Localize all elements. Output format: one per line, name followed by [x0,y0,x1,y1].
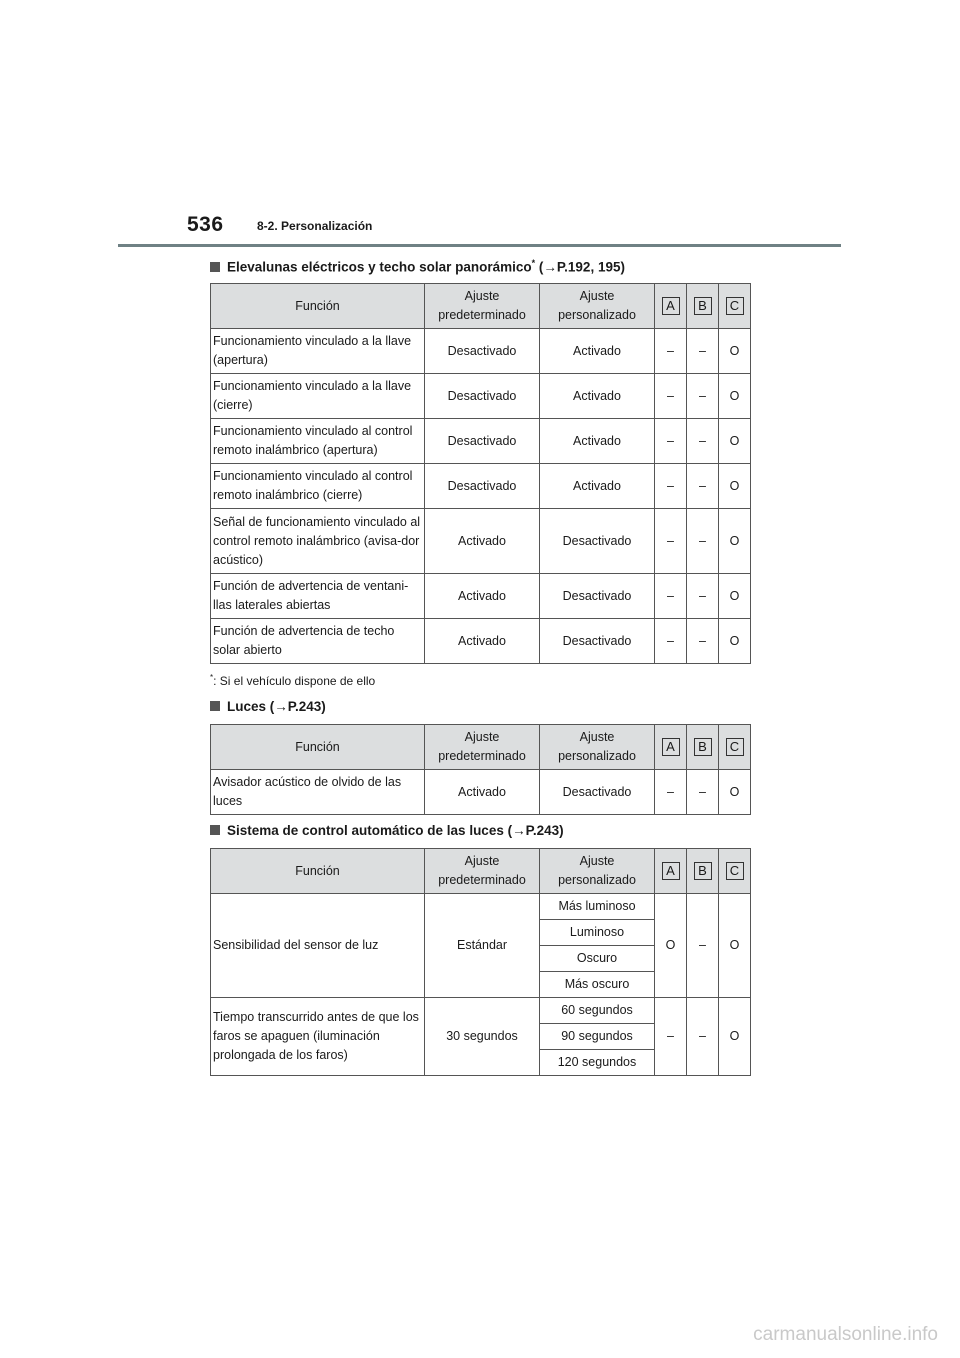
table-auto-lights [210,848,751,1076]
box-c: C [726,862,744,880]
cell-default: Activado [425,770,540,815]
box-a: A [662,297,680,315]
cell-b: – [687,329,719,374]
cell-c: O [719,464,751,509]
cell-a: – [655,419,687,464]
cell-b: – [687,374,719,419]
header-funcion: Función [211,849,425,894]
header-a [655,284,687,329]
table-row [211,894,751,998]
page-number: 536 [187,213,224,236]
header-b [687,284,719,329]
cell-funcion: Funcionamiento vinculado al control remoto inalámbrico (cierre) [211,464,425,509]
cell-custom: Activado [540,464,655,509]
header-a [655,849,687,894]
heading-auto-lights: Sistema de control automático de las luces (→P.243) [210,823,564,838]
table-power-windows [210,283,751,664]
cell-b: – [687,419,719,464]
cell-default: Activado [425,574,540,619]
cell-c: O [719,894,751,998]
header-a [655,725,687,770]
header-b [687,849,719,894]
table-lights [210,724,751,815]
header-custom: Ajuste personalizado [540,849,655,894]
box-c: C [726,297,744,315]
cell-default: Desactivado [425,464,540,509]
header-c [719,284,751,329]
cell-b: – [687,619,719,664]
cell-funcion: Función de advertencia de techo solar abierto [211,619,425,664]
cell-custom: Desactivado [540,619,655,664]
watermark: carmanualsonline.info [753,1324,938,1345]
cell-funcion: Funcionamiento vinculado al control remoto inalámbrico (apertura) [211,419,425,464]
cell-funcion: Tiempo transcurrido antes de que los faros se apaguen (iluminación prolongada de los faros) [211,998,425,1076]
cell-b: – [687,574,719,619]
option-item: Más oscuro [564,977,630,991]
box-a: A [662,738,680,756]
header-custom: Ajuste personalizado [540,725,655,770]
table-row [211,329,751,374]
table-header-row [211,284,751,329]
cell-a: – [655,770,687,815]
option-item: 60 segundos [540,998,654,1024]
cell-custom: Desactivado [540,509,655,574]
cell-funcion: Funcionamiento vinculado a la llave (apertura) [211,329,425,374]
table-row [211,464,751,509]
box-a: A [662,862,680,880]
header-funcion: Función [211,725,425,770]
cell-default: Estándar [425,894,540,998]
header-c [719,725,751,770]
cell-a: – [655,574,687,619]
header-default: Ajuste predeterminado [425,284,540,329]
box-b: B [694,738,712,756]
footnote: *: Si el vehículo dispone de ello [210,673,376,688]
header-c [719,849,751,894]
cell-custom: Activado [540,419,655,464]
cell-b: – [687,894,719,998]
section-title: 8-2. Personalización [257,219,373,233]
cell-a: – [655,509,687,574]
table-header-row [211,849,751,894]
cell-a: – [655,464,687,509]
cell-b: – [687,770,719,815]
cell-funcion: Avisador acústico de olvido de las luces [211,770,425,815]
bullet-square-icon [210,701,220,711]
cell-options [540,998,655,1076]
cell-funcion: Funcionamiento vinculado a la llave (cierre) [211,374,425,419]
heading-lights: Luces (→P.243) [210,699,326,714]
cell-default: Desactivado [425,419,540,464]
cell-funcion: Señal de funcionamiento vinculado al control remoto inalámbrico (avisa-dor acústico) [211,509,425,574]
cell-c: O [719,509,751,574]
cell-c: O [719,619,751,664]
header-default: Ajuste predeterminado [425,725,540,770]
cell-a: – [655,998,687,1076]
cell-custom: Desactivado [540,770,655,815]
cell-default: 30 segundos [425,998,540,1076]
cell-b: – [687,998,719,1076]
cell-default: Activado [425,509,540,574]
table-row [211,574,751,619]
option-item: 90 segundos [540,1024,654,1050]
cell-custom: Desactivado [540,574,655,619]
option-item: Más luminoso [540,894,654,920]
header-b [687,725,719,770]
header-default: Ajuste predeterminado [425,849,540,894]
cell-default: Desactivado [425,374,540,419]
cell-a: – [655,329,687,374]
box-c: C [726,738,744,756]
cell-a: O [655,894,687,998]
cell-options [540,894,655,998]
cell-default: Activado [425,619,540,664]
option-item: Luminoso [540,920,654,946]
table-row [211,998,751,1076]
option-item: 120 segundos [557,1055,637,1069]
box-b: B [694,297,712,315]
header-funcion: Función [211,284,425,329]
cell-custom: Activado [540,374,655,419]
cell-custom: Activado [540,329,655,374]
cell-b: – [687,464,719,509]
cell-funcion: Función de advertencia de ventani-llas laterales abiertas [211,574,425,619]
cell-c: O [719,374,751,419]
cell-funcion: Sensibilidad del sensor de luz [211,894,425,998]
table-row [211,419,751,464]
cell-c: O [719,998,751,1076]
header-rule [118,244,841,247]
bullet-square-icon [210,262,220,272]
box-b: B [694,862,712,880]
cell-default: Desactivado [425,329,540,374]
cell-c: O [719,770,751,815]
option-item: Oscuro [540,946,654,972]
cell-c: O [719,419,751,464]
table-row [211,374,751,419]
cell-a: – [655,374,687,419]
table-row [211,770,751,815]
cell-c: O [719,574,751,619]
cell-c: O [719,329,751,374]
header-custom: Ajuste personalizado [540,284,655,329]
heading-power-windows: Elevalunas eléctricos y techo solar panorámico* (→P.192, 195) [210,258,625,275]
cell-a: – [655,619,687,664]
table-header-row [211,725,751,770]
bullet-square-icon [210,825,220,835]
cell-b: – [687,509,719,574]
table-row [211,509,751,574]
table-row [211,619,751,664]
